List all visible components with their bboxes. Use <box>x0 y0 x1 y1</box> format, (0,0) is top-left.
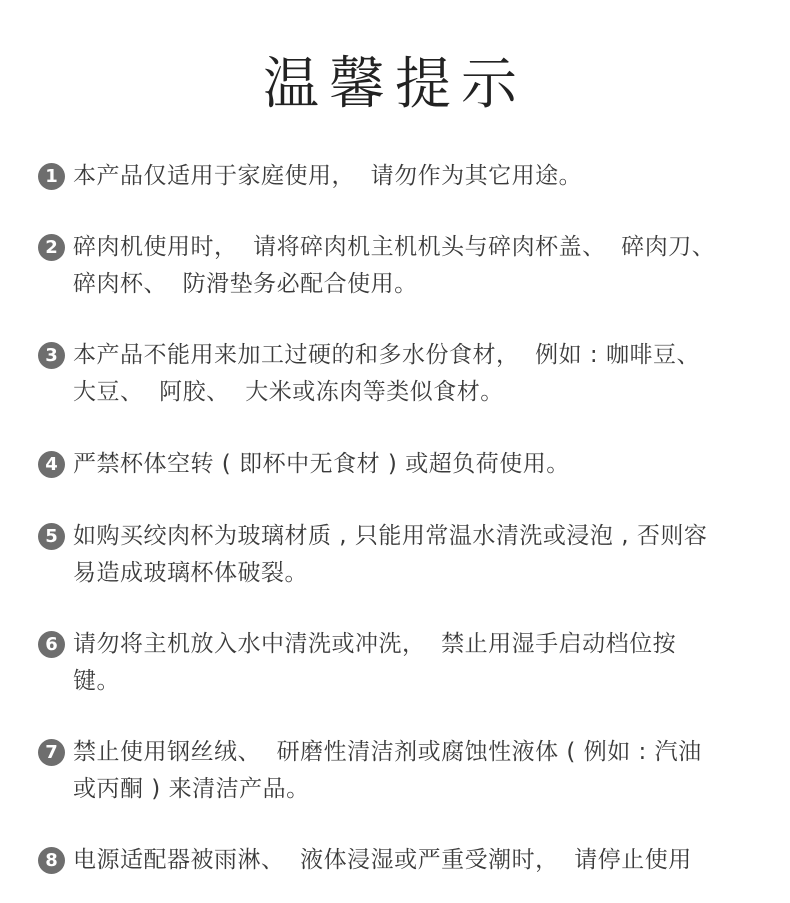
tip-item-7 <box>38 734 768 808</box>
number-1-icon: 1 <box>38 163 65 190</box>
number-6-icon: 6 <box>38 631 65 658</box>
tip-text-7: 禁止使用钢丝绒、 研磨性清洁剂或腐蚀性液体 ( 例如 : 汽油 或丙酮 ) 来清洁产品。 <box>73 739 702 802</box>
page-title: 温馨提示 <box>263 52 527 117</box>
tip-item-3 <box>38 337 768 411</box>
tip-text-8: 电源适配器被雨淋、 液体浸湿或严重受潮时， 请停止使用 <box>73 847 692 873</box>
tip-text-3: 本产品不能用来加工过硬的和多水份食材， 例如 : 咖啡豆、 大豆、 阿胶、 大米或冻肉等类似食材。 <box>73 342 700 405</box>
tip-text-2: 碎肉机使用时， 请将碎肉机主机机头与碎肉杯盖、 碎肉刀、 碎肉杯、 防滑垫务必配合使用。 <box>73 234 716 297</box>
number-5-icon: 5 <box>38 523 65 550</box>
tip-item-8 <box>38 842 768 879</box>
tip-text-5: 如购买绞肉杯为玻璃材质 , 只能用常温水清洗或浸泡 , 否则容 易造成玻璃杯体破裂。 <box>73 523 708 586</box>
number-4-icon: 4 <box>38 451 65 478</box>
tip-item-4 <box>38 446 768 483</box>
number-2-icon: 2 <box>38 234 65 261</box>
tip-item-2 <box>38 229 768 303</box>
tip-text-6: 请勿将主机放入水中清洗或冲洗， 禁止用湿手启动档位按 键。 <box>73 631 677 694</box>
number-8-icon: 8 <box>38 847 65 874</box>
tip-item-5 <box>38 518 768 592</box>
number-3-icon: 3 <box>38 342 65 369</box>
tip-item-6 <box>38 626 768 700</box>
tip-text-1: 本产品仅适用于家庭使用， 请勿作为其它用途。 <box>73 163 583 189</box>
tip-item-1 <box>38 158 768 195</box>
number-7-icon: 7 <box>38 739 65 766</box>
tip-text-4: 严禁杯体空转 ( 即杯中无食材 ) 或超负荷使用。 <box>73 451 570 477</box>
